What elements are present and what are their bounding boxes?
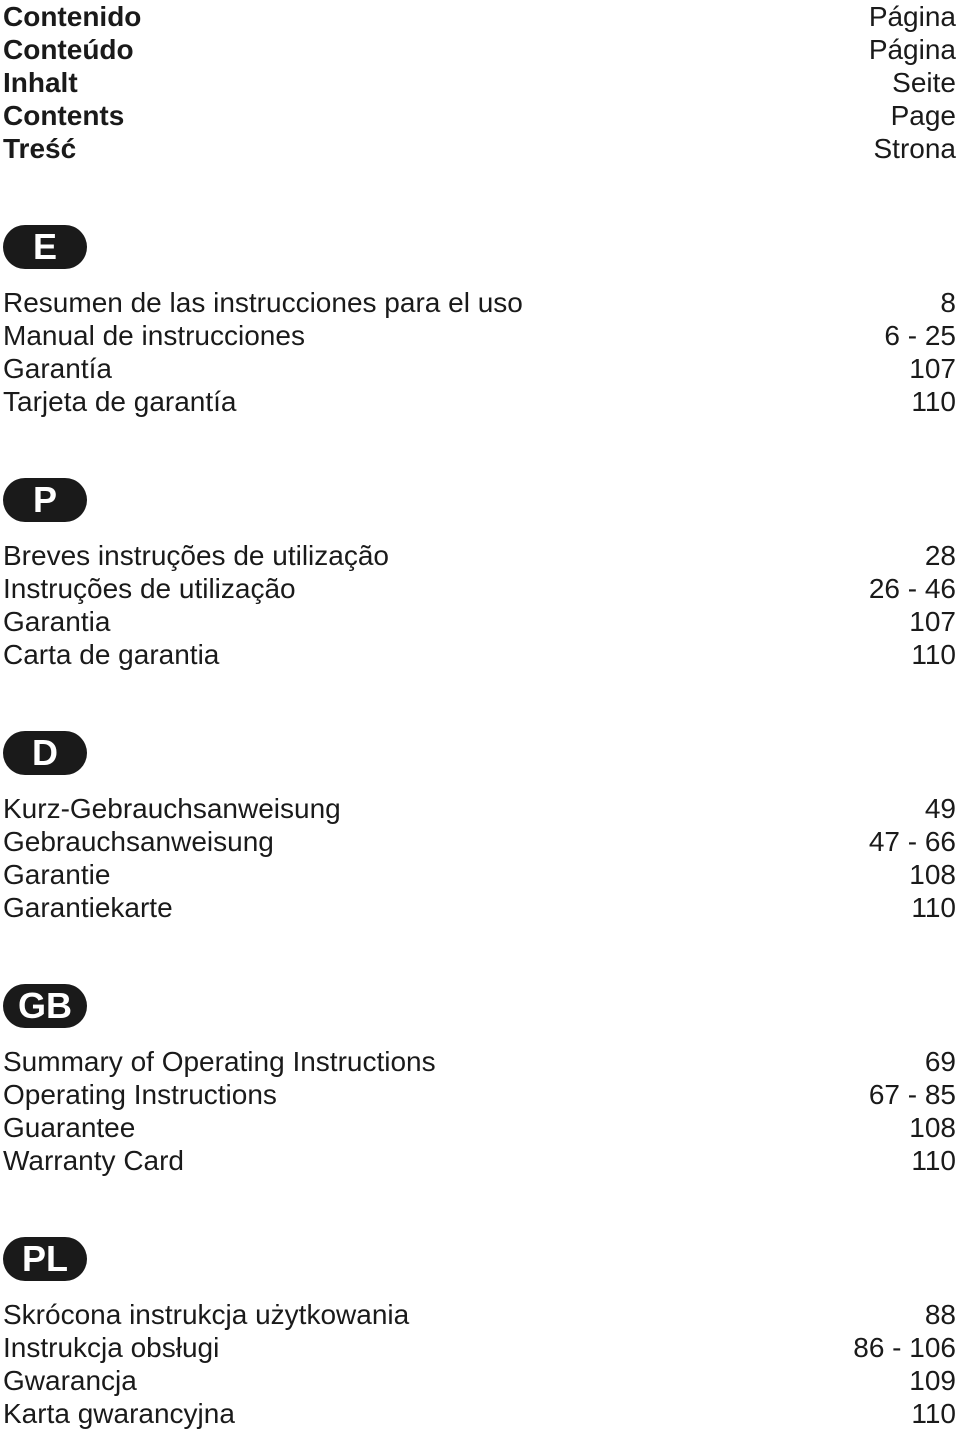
toc-entry[interactable] — [3, 1045, 956, 1078]
toc-header-row — [3, 66, 956, 99]
entry-page: 69 — [924, 1046, 956, 1077]
entry-page: 109 — [909, 1365, 956, 1396]
entry-title: Gwarancja — [3, 1365, 137, 1396]
toc-entry[interactable] — [3, 539, 956, 572]
entry-title: Warranty Card — [3, 1145, 185, 1176]
entry-page: 107 — [909, 353, 956, 384]
toc-entry[interactable] — [3, 1078, 956, 1111]
page-column-heading: Seite — [892, 67, 956, 98]
toc-heading: Contents — [3, 100, 125, 131]
toc-entry[interactable] — [3, 858, 956, 891]
entry-title: Skrócona instrukcja użytkowania — [3, 1299, 410, 1330]
language-badge-pl: PL — [3, 1237, 87, 1281]
toc-entry[interactable] — [3, 1364, 956, 1397]
entry-title: Kurz-Gebrauchsanweisung — [3, 793, 341, 824]
toc-heading: Contenido — [3, 1, 142, 32]
entry-page: 110 — [911, 639, 956, 670]
entry-page: 108 — [909, 1112, 956, 1143]
entry-page: 110 — [911, 386, 956, 417]
page-column-heading: Page — [890, 100, 956, 131]
entry-page: 8 — [940, 287, 956, 318]
entry-title: Gebrauchsanweisung — [3, 826, 274, 857]
entry-title: Resumen de las instrucciones para el uso — [3, 287, 523, 318]
entry-title: Operating Instructions — [3, 1079, 277, 1110]
entry-page: 110 — [911, 1398, 956, 1429]
entry-title: Tarjeta de garantía — [3, 386, 237, 417]
entry-title: Karta gwarancyjna — [3, 1398, 235, 1429]
entry-page: 110 — [911, 1145, 956, 1176]
toc-entry[interactable] — [3, 385, 956, 418]
entry-page: 107 — [909, 606, 956, 637]
entry-title: Guarantee — [3, 1112, 136, 1143]
entry-page: 108 — [909, 859, 956, 890]
toc-heading: Conteúdo — [3, 34, 134, 65]
language-badge-d: D — [3, 731, 87, 775]
toc-header-row — [3, 132, 956, 165]
toc-entry[interactable] — [3, 1298, 956, 1331]
toc-header-row — [3, 33, 956, 66]
toc-entry[interactable] — [3, 792, 956, 825]
entry-title: Garantie — [3, 859, 111, 890]
entry-page: 47 - 66 — [868, 826, 956, 857]
page-column-heading: Strona — [873, 133, 956, 164]
entry-page: 28 — [924, 540, 956, 571]
entry-title: Summary of Operating Instructions — [3, 1046, 436, 1077]
toc-entry[interactable] — [3, 572, 956, 605]
language-badge-e: E — [3, 225, 87, 269]
toc-entry[interactable] — [3, 352, 956, 385]
entry-title: Garantiekarte — [3, 892, 173, 923]
language-badge-gb: GB — [3, 984, 87, 1028]
entry-title: Instruções de utilização — [3, 573, 296, 604]
entry-page: 26 - 46 — [868, 573, 956, 604]
toc-entry[interactable] — [3, 319, 956, 352]
toc-entry[interactable] — [3, 891, 956, 924]
toc-entry[interactable] — [3, 1397, 956, 1430]
entry-title: Breves instruções de utilização — [3, 540, 389, 571]
toc-entry[interactable] — [3, 605, 956, 638]
entry-page: 110 — [911, 892, 956, 923]
page-column-heading: Página — [868, 34, 956, 65]
entry-page: 67 - 85 — [868, 1079, 956, 1110]
entry-page: 86 - 106 — [853, 1332, 956, 1363]
entry-title: Garantia — [3, 606, 111, 637]
entry-page: 6 - 25 — [884, 320, 956, 351]
entry-page: 88 — [924, 1299, 956, 1330]
toc-heading: Treść — [3, 133, 77, 164]
toc-entry[interactable] — [3, 1111, 956, 1144]
toc-entry[interactable] — [3, 1144, 956, 1177]
entry-title: Garantía — [3, 353, 112, 384]
toc-entry[interactable] — [3, 1331, 956, 1364]
entry-title: Instrukcja obsługi — [3, 1332, 220, 1363]
toc-entry[interactable] — [3, 638, 956, 671]
language-badge-p: P — [3, 478, 87, 522]
page-column-heading: Página — [868, 1, 956, 32]
toc-header-row — [3, 99, 956, 132]
toc-header-row — [3, 0, 956, 33]
entry-page: 49 — [924, 793, 956, 824]
toc-entry[interactable] — [3, 825, 956, 858]
entry-title: Manual de instrucciones — [3, 320, 305, 351]
entry-title: Carta de garantia — [3, 639, 220, 670]
toc-entry[interactable] — [3, 286, 956, 319]
toc-heading: Inhalt — [3, 67, 78, 98]
